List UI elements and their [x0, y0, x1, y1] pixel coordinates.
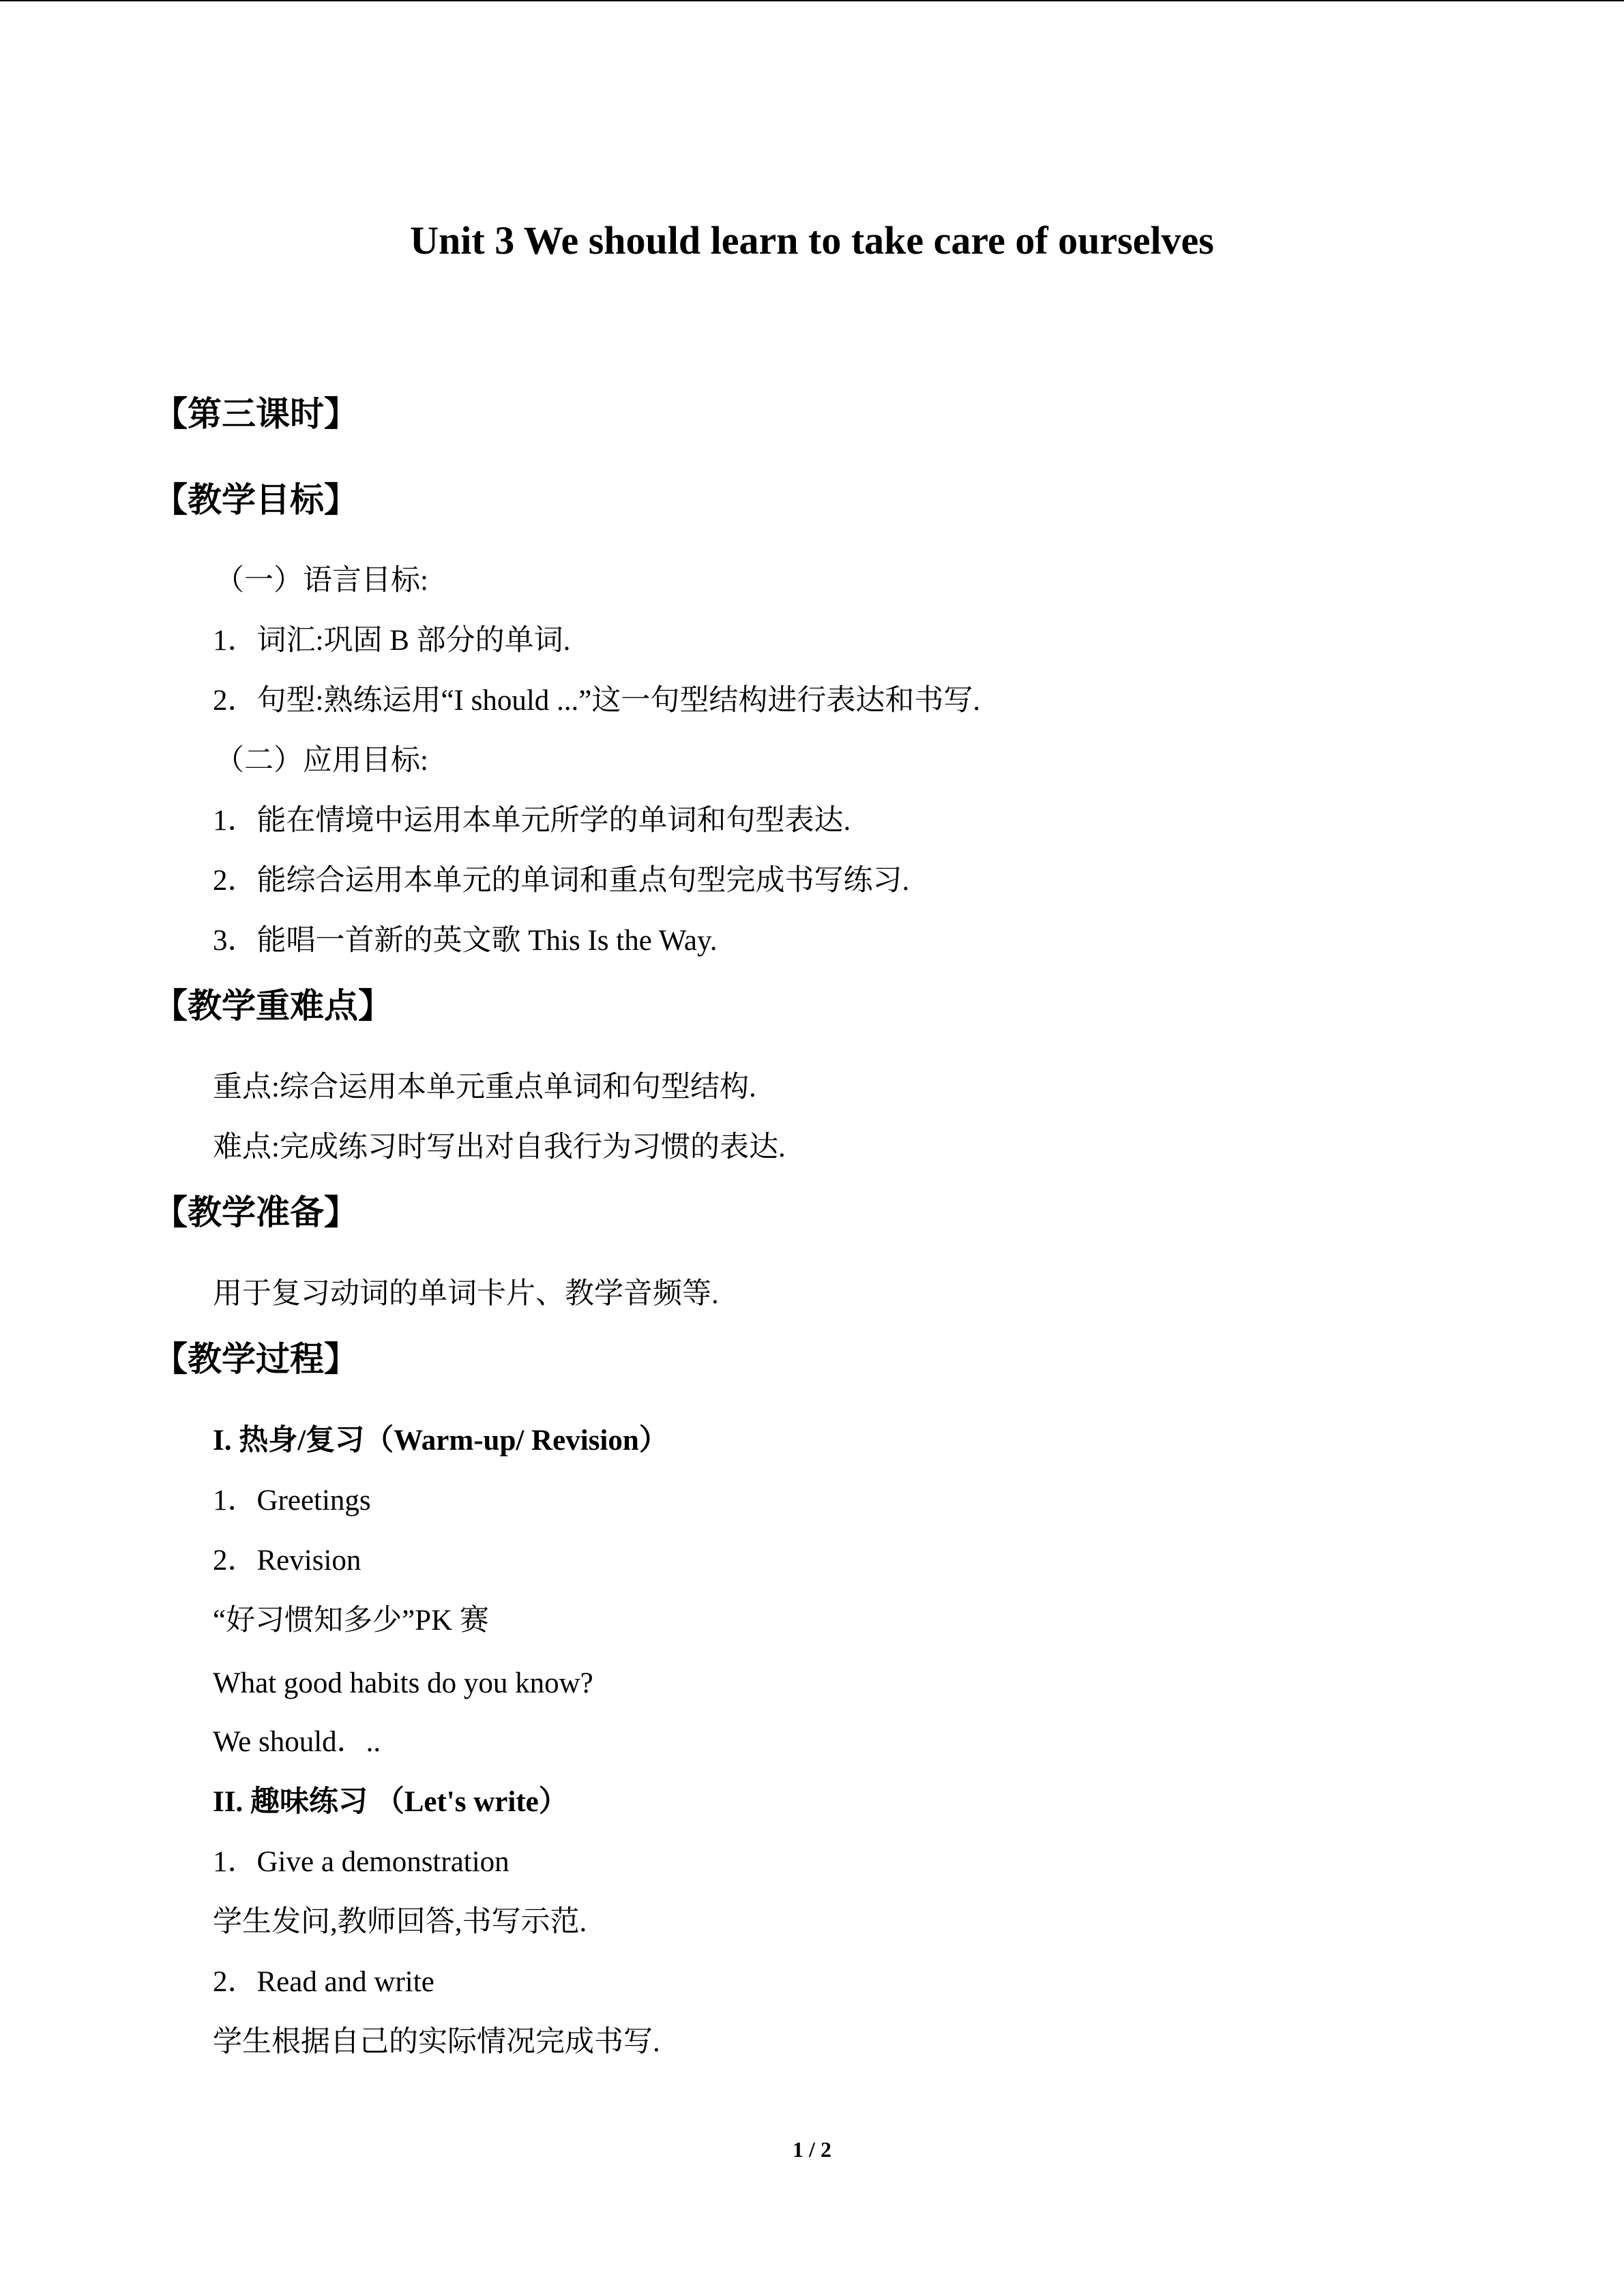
application-objective-item: 3．能唱一首新的英文歌 This Is the Way. — [213, 925, 718, 957]
language-objectives-title: （一）语言目标: — [215, 565, 428, 597]
page-top-border — [0, 0, 1624, 1]
heading-preparation: 【教学准备】 — [153, 1193, 358, 1232]
language-objective-item: 1．词汇:巩固 B 部分的单词. — [213, 625, 571, 657]
process-item: 学生根据自己的实际情况完成书写. — [213, 2026, 660, 2058]
process-item: 学生发问,教师回答,书写示范. — [213, 1906, 587, 1938]
heading-process: 【教学过程】 — [153, 1339, 358, 1379]
key-point-difficulty: 难点:完成练习时写出对自我行为习惯的表达. — [213, 1131, 786, 1163]
process-item: We should．.. — [213, 1726, 381, 1758]
heading-key-points: 【教学重难点】 — [153, 986, 392, 1026]
key-point-focus: 重点:综合运用本单元重点单词和句型结构. — [213, 1071, 756, 1103]
process-section-title: I. 热身/复习（Warm-up/ Revision） — [213, 1425, 668, 1457]
preparation-text: 用于复习动词的单词卡片、教学音频等. — [213, 1278, 719, 1310]
process-item: 2．Read and write — [213, 1966, 434, 1998]
process-section-title: II. 趣味练习 （Let's write） — [213, 1786, 568, 1818]
process-item: 2．Revision — [213, 1545, 361, 1577]
heading-lesson: 【第三课时】 — [153, 394, 358, 434]
process-item: “好习惯知多少”PK 赛 — [213, 1605, 489, 1637]
process-item: 1．Give a demonstration — [213, 1846, 510, 1878]
document-title: Unit 3 We should learn to take care of ourselves — [410, 218, 1214, 263]
language-objective-item: 2．句型:熟练运用“I should ...”这一句型结构进行表达和书写. — [213, 685, 981, 717]
process-item: What good habits do you know? — [213, 1667, 593, 1699]
application-objectives-title: （二）应用目标: — [215, 745, 428, 777]
application-objective-item: 1．能在情境中运用本单元所学的单词和句型表达. — [213, 805, 851, 837]
heading-objectives: 【教学目标】 — [153, 480, 358, 520]
page-number: 1 / 2 — [793, 2137, 831, 2162]
application-objective-item: 2．能综合运用本单元的单词和重点句型完成书写练习. — [213, 865, 910, 897]
process-item: 1．Greetings — [213, 1485, 371, 1517]
